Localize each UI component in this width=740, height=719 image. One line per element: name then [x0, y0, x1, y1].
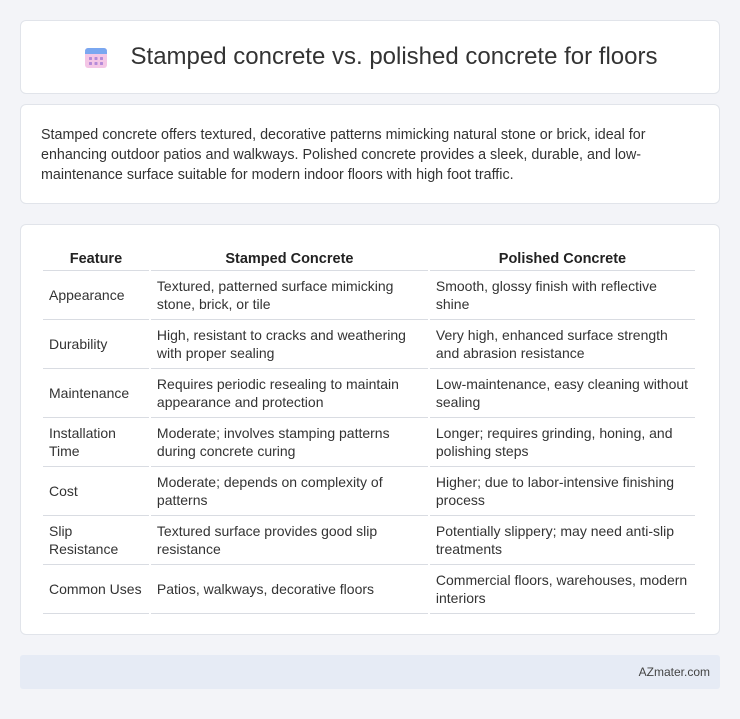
polished-cell: Longer; requires grinding, honing, and polishing steps: [430, 418, 695, 467]
stamped-cell: Requires periodic resealing to maintain appearance and protection: [151, 369, 428, 418]
calendar-icon: [83, 44, 109, 70]
table-row: [43, 369, 695, 418]
polished-cell: Potentially slippery; may need anti-slip treatments: [430, 516, 695, 565]
summary-text: Stamped concrete offers textured, decorative patterns mimicking natural stone or brick, ideal for enhancing outdoor patios and walkways. Polished concrete provides a sleek, durable, and low-maintenance surface suitable for modern indoor floors with high foot traffic.: [41, 127, 646, 183]
header-stamped: Stamped Concrete: [151, 245, 428, 271]
stamped-cell: Moderate; involves stamping patterns during concrete curing: [151, 418, 428, 467]
polished-cell: Low-maintenance, easy cleaning without sealing: [430, 369, 695, 418]
feature-cell: Appearance: [43, 271, 149, 320]
table-row: [43, 565, 695, 614]
comparison-table: [41, 245, 697, 614]
table-row: [43, 516, 695, 565]
feature-cell: Cost: [43, 467, 149, 516]
feature-cell: Installation Time: [43, 418, 149, 467]
feature-cell: Maintenance: [43, 369, 149, 418]
table-row: [43, 271, 695, 320]
polished-cell: Commercial floors, warehouses, modern interiors: [430, 565, 695, 614]
feature-cell: Common Uses: [43, 565, 149, 614]
footer-site-name: AZmater.com: [638, 665, 710, 679]
stamped-cell: Textured, patterned surface mimicking stone, brick, or tile: [151, 271, 428, 320]
summary-card: [20, 104, 720, 204]
header-feature: Feature: [43, 245, 149, 271]
polished-cell: Higher; due to labor-intensive finishing process: [430, 467, 695, 516]
stamped-cell: Textured surface provides good slip resistance: [151, 516, 428, 565]
table-row: [43, 467, 695, 516]
polished-cell: Smooth, glossy finish with reflective shine: [430, 271, 695, 320]
title-card: [20, 20, 720, 94]
stamped-cell: High, resistant to cracks and weathering with proper sealing: [151, 320, 428, 369]
comparison-table-card: [20, 224, 720, 635]
table-row: [43, 418, 695, 467]
table-header-row: [43, 245, 695, 271]
header-polished: Polished Concrete: [430, 245, 695, 271]
stamped-cell: Moderate; depends on complexity of patterns: [151, 467, 428, 516]
table-row: [43, 320, 695, 369]
polished-cell: Very high, enhanced surface strength and abrasion resistance: [430, 320, 695, 369]
footer: [20, 655, 720, 689]
page-title: Stamped concrete vs. polished concrete for floors: [130, 43, 658, 70]
stamped-cell: Patios, walkways, decorative floors: [151, 565, 428, 614]
feature-cell: Slip Resistance: [43, 516, 149, 565]
feature-cell: Durability: [43, 320, 149, 369]
